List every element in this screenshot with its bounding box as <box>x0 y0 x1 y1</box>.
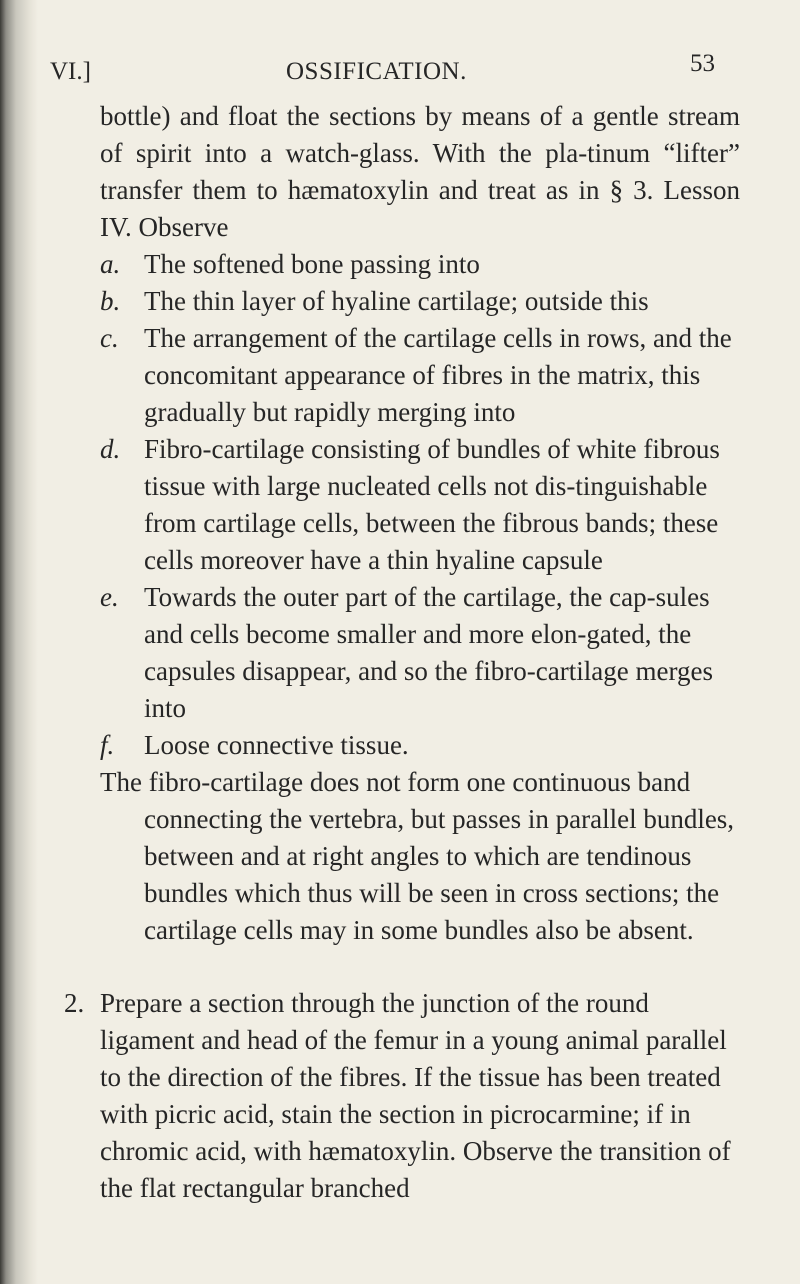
item-label: f. <box>100 730 115 760</box>
item-label: e. <box>100 582 119 612</box>
running-title: OSSIFICATION. <box>286 58 467 85</box>
numbered-step <box>64 985 740 1207</box>
item-label: a. <box>100 249 121 279</box>
item-text: The softened bone passing into <box>144 249 480 279</box>
item-text: Fibro-cartilage consisting of bundles of white fibrous tissue with large nucleated cells not dis-tinguishable from cartilage cells, between the fibrous bands; these cells moreover have a thin hyaline capsule <box>144 434 720 575</box>
intro-paragraph: bottle) and float the sections by means of a gentle stream of spirit into a watch-glass. With the pla-tinum “lifter” transfer them to hæmatoxylin and treat as in § 3. Lesson IV. Observe <box>100 101 740 242</box>
chapter-marker: VI.] <box>50 58 91 85</box>
item-label: c. <box>100 323 119 353</box>
item-text: Towards the outer part of the cartilage, the cap-sules and cells become smaller and more elon-gated, the capsules disappear, and so the fibro-cartilage merges into <box>144 582 713 723</box>
observation-item <box>100 246 740 283</box>
observation-item <box>100 579 740 727</box>
running-header <box>0 50 800 94</box>
step-number: 2. <box>64 988 85 1018</box>
observation-item <box>100 283 740 320</box>
observation-item <box>100 431 740 579</box>
item-text: The arrangement of the cartilage cells in rows, and the concomitant appearance of fibres in the matrix, this gradually but rapidly merging into <box>144 323 732 427</box>
item-label: b. <box>100 286 121 316</box>
item-label: d. <box>100 434 121 464</box>
page-number: 53 <box>690 50 715 77</box>
note-paragraph: The fibro-cartilage does not form one continuous band connecting the vertebra, but passes in parallel bundles, between and at right angles to which are tendinous bundles which thus will be seen in cross sections; the cartilage cells may in some bundles also be absent. <box>100 767 735 945</box>
item-text: The thin layer of hyaline cartilage; outside this <box>144 286 649 316</box>
page-body <box>64 98 740 1207</box>
observation-item <box>100 320 740 431</box>
observation-item <box>100 727 740 764</box>
item-text: Loose connective tissue. <box>144 730 409 760</box>
step-text: Prepare a section through the junction of the round ligament and head of the femur in a young animal parallel to the direction of the fibres. If the tissue has been treated with picric acid, stain the section in picrocarmine; if in chromic acid, with hæmatoxylin. Observe the transition of the flat rectangular branched <box>100 988 731 1203</box>
